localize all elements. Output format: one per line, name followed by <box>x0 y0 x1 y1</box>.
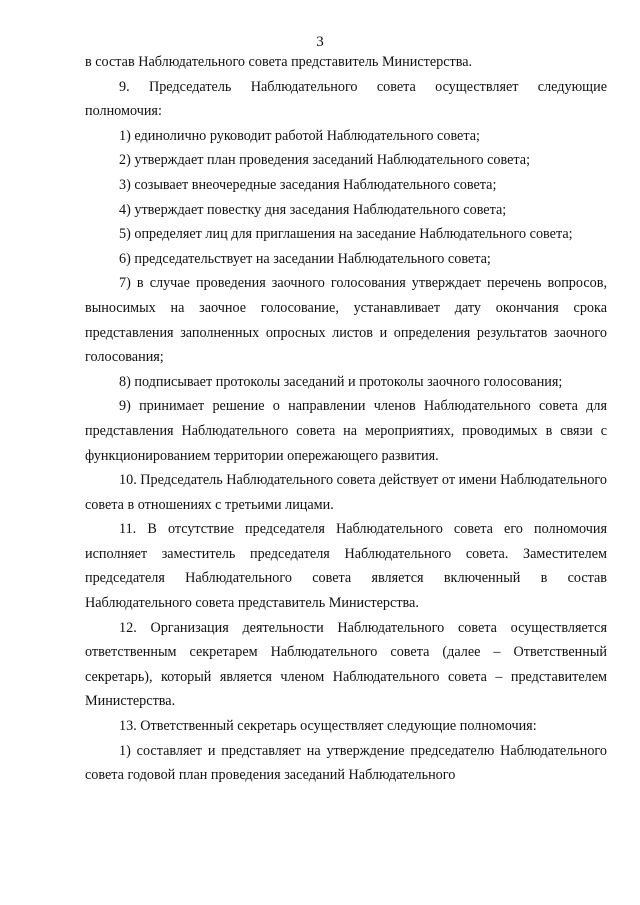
list-item-9-9: 9) принимает решение о направлении членов Наблюдательного совета для представления Наблюдательного совета на мероприятиях, проводимых в связи с функционированием территории опережающего развития. <box>85 398 607 464</box>
paragraph-13: 13. Ответственный секретарь осуществляет следующие полномочия: <box>119 718 537 735</box>
list-item-9-8: 8) подписывает протоколы заседаний и протоколы заочного голосования; <box>119 373 563 390</box>
list-item-9-3: 3) созывает внеочередные заседания Наблюдательного совета; <box>119 176 497 193</box>
list-item-9-7: 7) в случае проведения заочного голосования утверждает перечень вопросов, выносимых на заочное голосование, устанавливает дату окончания срока представления заполненных опросных листов и определения результатов заочного голосования; <box>85 275 607 366</box>
paragraph-12: 12. Организация деятельности Наблюдательного совета осуществляется ответственным секретарем Наблюдательного совета (далее – Ответственный секретарь), который является членом Наблюдательного совета – представителем Министерства. <box>85 619 607 710</box>
list-item-9-5: 5) определяет лиц для приглашения на заседание Наблюдательного совета; <box>119 226 573 243</box>
paragraph-continuation: в состав Наблюдательного совета представитель Министерства. <box>85 54 473 70</box>
paragraph-9: 9. Председатель Наблюдательного совета осуществляет следующие полномочия: <box>85 78 607 120</box>
paragraph-11: 11. В отсутствие председателя Наблюдательного совета его полномочия исполняет заместитель председателя Наблюдательного совета. Заместителем председателя Наблюдательного совета является включенный в состав Наблюдательного совета представитель Министерства. <box>85 521 607 612</box>
list-item-13-1: 1) составляет и представляет на утверждение председателю Наблюдательного совета годовой план проведения заседаний Наблюдательного <box>85 742 607 784</box>
list-item-9-6: 6) председательствует на заседании Наблюдательного совета; <box>119 250 491 267</box>
list-item-9-1: 1) единолично руководит работой Наблюдательного совета; <box>119 127 480 144</box>
document-body <box>85 50 607 788</box>
list-item-9-2: 2) утверждает план проведения заседаний Наблюдательного совета; <box>119 152 531 169</box>
list-item-9-4: 4) утверждает повестку дня заседания Наблюдательного совета; <box>119 201 507 218</box>
paragraph-10: 10. Председатель Наблюдательного совета действует от имени Наблюдательного совета в отношениях с третьими лицами. <box>85 472 607 513</box>
page-number: 3 <box>316 34 324 50</box>
